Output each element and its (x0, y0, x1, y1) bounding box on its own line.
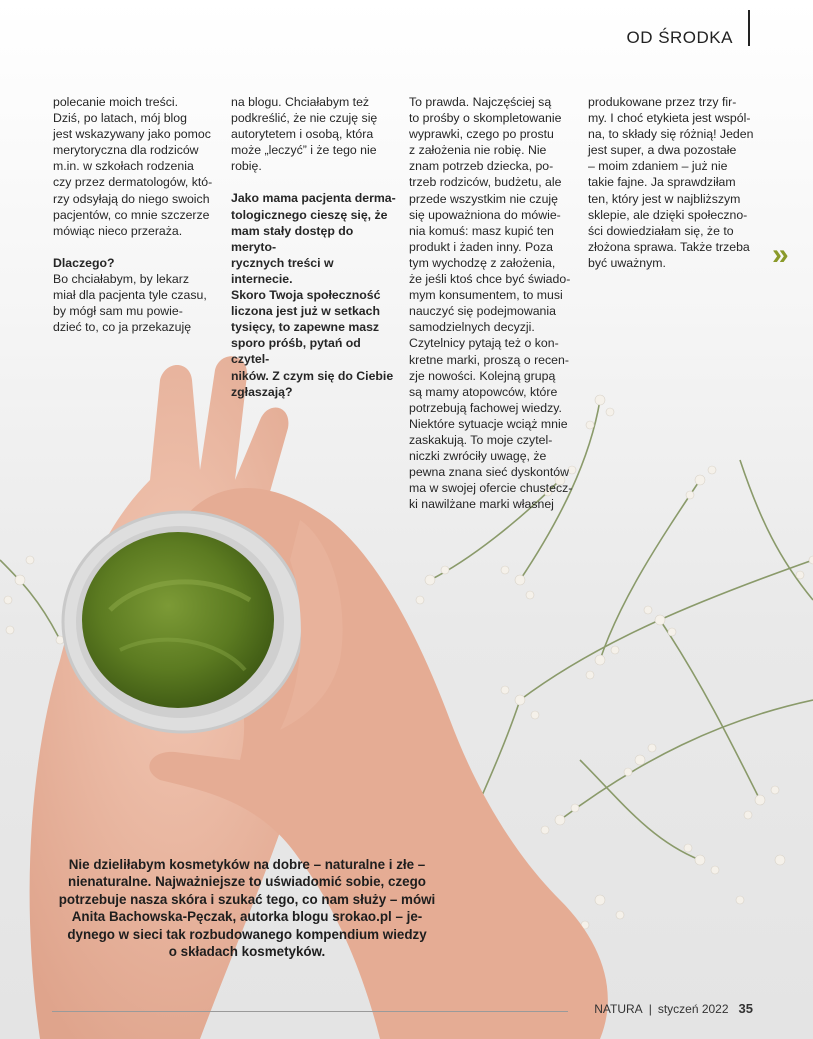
question-line: rycznych treści w internecie. (231, 255, 334, 286)
text-line: produkowane przez trzy fir- (588, 95, 737, 109)
text-line: ki nawilżane marki własnej (409, 497, 554, 512)
question-line: zgłaszają? (231, 384, 293, 399)
text-line: tym wychodzę z założenia, (409, 255, 556, 270)
cream-jar-cream (82, 532, 274, 708)
question-line: Jako mama pacjenta derma- (231, 191, 396, 206)
footer-rule (52, 1011, 568, 1012)
text-line: przede wszystkim nie czuję (409, 191, 558, 206)
text-column-3 (409, 94, 574, 512)
text-line: są mamy atopowców, które (409, 384, 558, 399)
text-line: sklepie, ale dzięki społeczno- (588, 207, 748, 222)
text-line: m.in. w szkołach rodzenia (53, 159, 194, 174)
text-line: Bo chciałabym, by lekarz (53, 271, 190, 286)
text-line: być uważnym. (588, 255, 666, 270)
text-line: że jeśli ktoś chce być świado- (409, 272, 571, 287)
question-line: tysięcy, to zapewne masz (231, 320, 380, 335)
text-line: podkreślić, że nie czuję się (231, 111, 378, 126)
text-line: pewna znana sieć dyskontów (409, 465, 569, 480)
magazine-name: NATURA (594, 1002, 643, 1016)
text-line: miał dla pacjenta tyle czasu, (53, 288, 207, 303)
text-line: wyprawki, czego po prostu (409, 127, 554, 142)
text-line: znam potrzeb dziecka, po- (409, 159, 554, 174)
text-line: na blogu. Chciałabym też (231, 95, 370, 109)
issue-date: styczeń 2022 (657, 1002, 729, 1016)
text-line: potrzebują fachowej wiedzy. (409, 400, 562, 415)
text-line: dzieć to, co ja przekazuję (53, 320, 192, 335)
text-line: samodzielnych decyzji. (409, 320, 535, 335)
question-line: ników. Z czym się do Ciebie (231, 368, 394, 383)
question-line: tologicznego cieszę się, że (231, 207, 388, 222)
text-line: mówiąc nieco przeraża. (53, 223, 183, 238)
question-line: liczona jest już w setkach (231, 304, 380, 319)
text-line: pacjentów, co mnie szczerze (53, 207, 210, 222)
question-line: mam stały dostęp do meryto- (231, 223, 354, 254)
text-line: nia komuś: masz kupić ten (409, 223, 554, 238)
text-line: Czytelnicy pytają też o kon- (409, 336, 559, 351)
text-line: rzy odsyłają do niego swoich (53, 191, 210, 206)
footer-separator: | (648, 1002, 652, 1016)
text-line: z założenia nie robię. Nie (409, 143, 547, 158)
text-line: jest super, a dwa pozostałe (588, 143, 737, 158)
text-line: autorytetem i osobą, która (231, 127, 374, 142)
text-line: czy przez dermatologów, któ- (53, 175, 213, 190)
text-line: zje nowości. Kolejną grupą (409, 368, 556, 383)
photo-caption (52, 856, 442, 960)
question-line: sporo próśb, pytań od czytel- (231, 336, 361, 367)
text-line: kretne marki, proszą o recen- (409, 352, 569, 367)
text-line: merytoryczna dla rodziców (53, 143, 199, 158)
caption-line: o składach kosmetyków. (168, 944, 326, 960)
text-column-4 (588, 94, 754, 271)
text-line: takie fajne. Ja sprawdziłam (588, 175, 736, 190)
continue-arrow-icon: » (772, 238, 783, 271)
caption-line: Anita Bachowska-Pęczak, autorka blogu srokao.pl – je- (71, 909, 423, 925)
text-line: by mógł sam mu powie- (53, 304, 183, 319)
text-line: produkt i żaden inny. Poza (409, 239, 554, 254)
question-line: Skoro Twoja społeczność (231, 288, 381, 303)
section-label: OD ŚRODKA (626, 28, 733, 47)
text-line: to prośby o skompletowanie (409, 111, 562, 126)
text-column-2 (231, 94, 396, 400)
caption-line: Nie dzieliłabym kosmetyków na dobre – naturalne i złe – (68, 857, 426, 872)
text-column-1 (53, 94, 219, 335)
text-line: – moim zdaniem – już nie (588, 159, 728, 174)
text-line: trzeb rodziców, budżetu, ale (409, 175, 562, 190)
text-line: ści dowiedziałam się, że to (588, 223, 734, 238)
text-line: się upoważniona do mówie- (409, 207, 561, 222)
page-number: 35 (738, 1001, 753, 1016)
caption-line: nienaturalne. Najważniejsze to uświadomić sobie, czego (68, 874, 426, 890)
text-line: Niektóre sytuacje wciąż mnie (409, 416, 568, 431)
section-bar (748, 10, 750, 46)
text-line: jest wskazywany jako pomoc (53, 127, 211, 142)
text-line: ten, który jest w najbliższym (588, 191, 741, 206)
question-heading: Dlaczego? (53, 255, 115, 270)
text-line: my. I choć etykieta jest wspól- (588, 111, 751, 126)
text-line: To prawda. Najczęściej są (409, 95, 552, 109)
text-line: nauczyć się podejmowania (409, 304, 556, 319)
text-line: robię. (231, 159, 262, 174)
page-footer (594, 1001, 753, 1016)
text-line: na, to składy się różnią! Jeden (588, 127, 754, 142)
text-line: polecanie moich treści. (53, 95, 179, 109)
text-line: ma w swojej ofercie chustecz- (409, 481, 573, 496)
text-line: zaskakują. To moje czytel- (409, 432, 553, 447)
text-line: złożona sprawa. Także trzeba (588, 239, 750, 254)
text-line: mym konsumentem, to musi (409, 288, 563, 303)
caption-line: potrzebuje nasza skóra i szukać tego, co nam służy – mówi (58, 891, 436, 907)
text-line: może „leczyć” i że tego nie (231, 143, 377, 158)
text-line: Dziś, po latach, mój blog (53, 111, 187, 126)
text-line: niczki zwróciły uwagę, że (409, 449, 547, 464)
caption-line: dynego w sieci tak rozbudowanego kompendium wiedzy (67, 926, 427, 942)
